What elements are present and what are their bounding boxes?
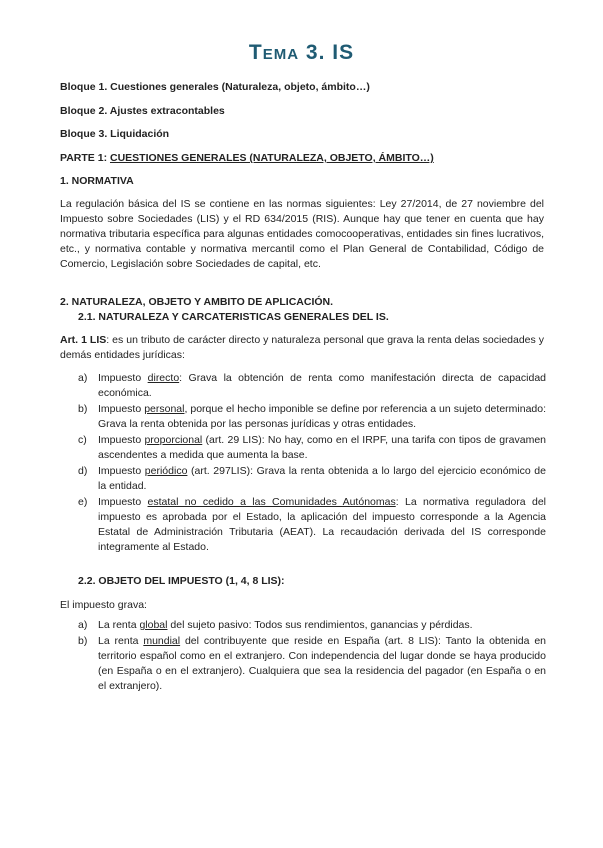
art-1-label: Art. 1 LIS: [60, 334, 107, 346]
list-item: [78, 495, 546, 555]
parte-1-title: CUESTIONES GENERALES (NATURALEZA, OBJETO, ÁMBITO…): [109, 152, 434, 164]
list-item-text: (art. 297LIS): Grava la renta obtenida a lo largo del ejercicio económico de la entidad.: [98, 465, 546, 492]
list-item-prefix: Impuesto: [98, 403, 145, 415]
list-item-text: : Grava la obtención de renta como manifestación directa de capacidad económica.: [98, 372, 546, 399]
list-marker: b): [78, 635, 88, 647]
list-item-term: estatal no cedido a las Comunidades Autónomas: [147, 496, 396, 508]
list-item-term: directo: [147, 372, 180, 384]
list-item-prefix: Impuesto: [98, 372, 148, 384]
section-2-heading: 2. NATURALEZA, OBJETO Y AMBITO DE APLICACIÓN.: [60, 296, 334, 308]
list-item: [78, 371, 546, 401]
parte-1-heading: [60, 151, 544, 166]
list-item: [78, 464, 546, 494]
object-list: [78, 618, 546, 694]
list-item-prefix: La renta: [98, 635, 144, 647]
section-1-heading: 1. NORMATIVA: [60, 175, 134, 187]
page-title: Tema 3. IS: [248, 41, 355, 64]
list-marker: d): [78, 465, 88, 477]
parte-1-prefix: PARTE 1:: [60, 152, 108, 164]
list-item-text: (art. 29 LIS): No hay, como en el IRPF, una tarifa con tipos de gravamen ascendentes a medida que aumenta la base.: [98, 434, 546, 461]
grava-intro: El impuesto grava:: [60, 599, 147, 611]
subsection-2-2-heading: 2.2. OBJETO DEL IMPUESTO (1, 4, 8 LIS):: [78, 575, 285, 587]
list-item: [78, 618, 546, 633]
subsection-2-1-heading: 2.1. NATURALEZA Y CARCATERISTICAS GENERALES DEL IS.: [78, 311, 389, 323]
list-marker: a): [78, 372, 88, 384]
list-item: [78, 634, 546, 694]
list-marker: c): [78, 434, 87, 446]
list-item: [78, 433, 546, 463]
list-item-text: del contribuyente que reside en España (art. 8 LIS): Tanto la obtenida en territorio español como en el extranjero. Con independencia del lugar donde se haya producido (en España o en el extranjero). Cualquiera que sea la residencia del pagador (en España o en el extranjero).: [98, 635, 546, 692]
characteristics-list: [78, 371, 546, 555]
art-1-paragraph: [60, 333, 544, 363]
list-item-term: proporcional: [144, 434, 203, 446]
list-marker: a): [78, 619, 88, 631]
art-1-text: : es un tributo de carácter directo y naturaleza personal que grava la renta delas sociedades y demás entidades jurídicas:: [60, 334, 545, 361]
block-1: Bloque 1. Cuestiones generales (Naturaleza, objeto, ámbito…): [60, 81, 370, 93]
list-item-term: personal: [144, 403, 185, 415]
list-item-text: : La normativa reguladora del impuesto es aprobada por el Estado, la aplicación del impuesto corresponde a la Agencia Estatal de Administración Tributaria (AEAT). La recaudación derivada del IS corresponde integramente al Estado.: [98, 496, 546, 553]
list-item-term: periódico: [144, 465, 188, 477]
list-item-term: global: [139, 619, 168, 631]
block-2: Bloque 2. Ajustes extracontables: [60, 105, 225, 117]
block-3: Bloque 3. Liquidación: [60, 128, 170, 140]
list-item-term: mundial: [143, 635, 181, 647]
list-item-prefix: La renta: [98, 619, 140, 631]
list-item-prefix: Impuesto: [98, 496, 148, 508]
section-1-paragraph: La regulación básica del IS se contiene en las normas siguientes: Ley 27/2014, de 27 noviembre del Impuesto sobre Sociedades (LIS) y el RD 634/2015 (RIS). Aunque hay que tener en cuenta que hay normativa tributaria específica para algunas entidades comocooperativas, entidades sin fines lucrativos, etc., y normativa contable y normativa mercantil como el Plan General de Contabilidad, Código de Comercio, Legislación sobre Sociedades de capital, etc.: [60, 198, 544, 270]
list-marker: e): [78, 496, 88, 508]
list-marker: b): [78, 403, 88, 415]
list-item: [78, 402, 546, 432]
list-item-prefix: Impuesto: [98, 465, 145, 477]
list-item-text: del sujeto pasivo: Todos sus rendimientos, ganancias y pérdidas.: [167, 619, 473, 631]
list-item-prefix: Impuesto: [98, 434, 145, 446]
list-item-text: , porque el hecho imponible se define por referencia a un sujeto determinado: Grava la renta obtenida por las personas jurídicas y otras entidades.: [98, 403, 547, 430]
